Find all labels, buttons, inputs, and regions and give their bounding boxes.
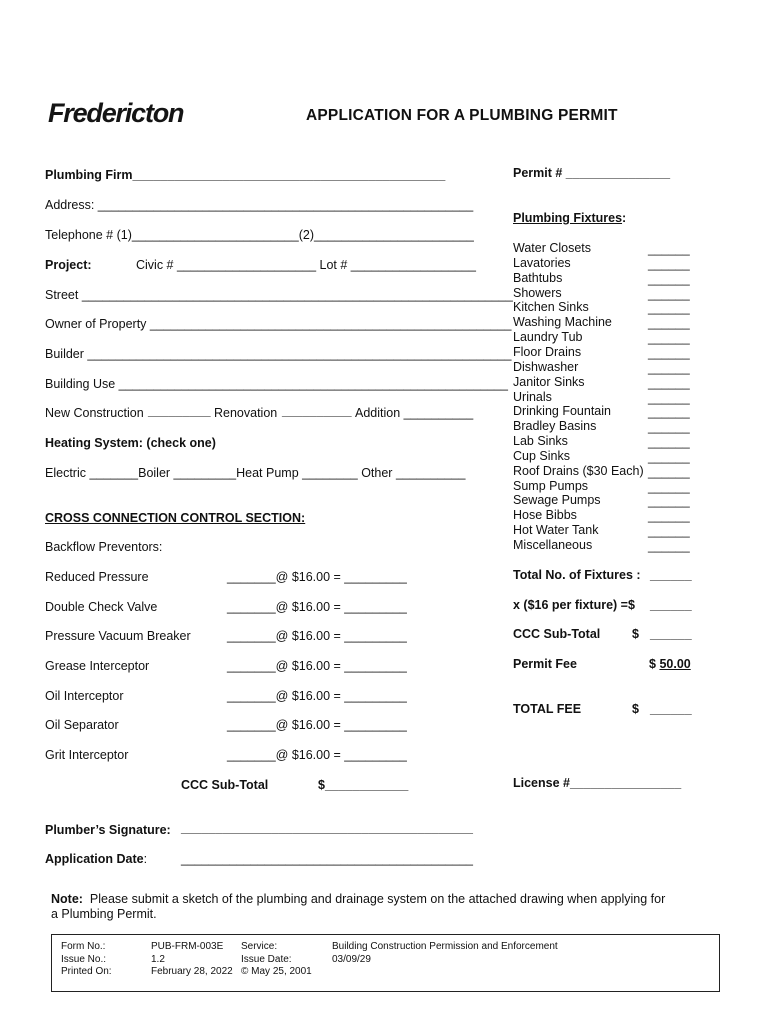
fixture-label: Hot Water Tank xyxy=(513,523,599,538)
fixture-label: Lab Sinks xyxy=(513,434,568,449)
per-fixture-blank[interactable]: ______ xyxy=(650,598,692,612)
fixture-label: Sewage Pumps xyxy=(513,493,601,508)
total-fixtures-blank[interactable]: ______ xyxy=(650,568,692,582)
fixture-label: Roof Drains ($30 Each) xyxy=(513,463,644,478)
permit-fee-label: Permit Fee xyxy=(513,657,577,671)
ccc-row-calc[interactable]: _______@ $16.00 = _________ xyxy=(227,600,407,614)
ccc-subtotal-label: CCC Sub-Total xyxy=(181,778,269,792)
fixtures-heading xyxy=(513,211,626,225)
totals-ccc-subtotal-label: CCC Sub-Total xyxy=(513,627,601,641)
fixture-count-blank[interactable]: ______ xyxy=(648,494,690,509)
note-text: Please submit a sketch of the plumbing and drainage system on the attached drawing when applying for xyxy=(89,892,666,906)
form-info-box xyxy=(51,934,720,992)
backflow-label: Backflow Preventors: xyxy=(45,540,163,554)
ccc-row-label: Grit Interceptor xyxy=(45,748,129,762)
renovation-label: Renovation xyxy=(214,406,278,420)
address-field[interactable]: Address: ______________________________________________________ xyxy=(45,198,474,212)
ccc-row-label: Double Check Valve xyxy=(45,600,158,614)
fixture-label: Drinking Fountain xyxy=(513,404,611,419)
total-fee-dollar: $ xyxy=(632,702,639,716)
fixture-count-blank[interactable]: ______ xyxy=(648,405,690,420)
fixture-count-blank[interactable]: ______ xyxy=(648,345,690,360)
note-label: Note: xyxy=(51,892,83,906)
fixture-label: Dishwasher xyxy=(513,359,579,374)
ccc-row-label: Pressure Vacuum Breaker xyxy=(45,629,191,643)
renovation-blank[interactable]: __________ xyxy=(282,404,352,418)
permit-number-field[interactable]: Permit # _______________ xyxy=(513,166,671,180)
footer-col-4 xyxy=(332,941,558,966)
ccc-heading: CROSS CONNECTION CONTROL SECTION: xyxy=(45,511,306,525)
ccc-row-label: Grease Interceptor xyxy=(45,659,150,673)
heating-system-heading: Heating System: (check one) xyxy=(45,436,216,450)
owner-field[interactable]: Owner of Property ____________________________________________________ xyxy=(45,317,512,331)
page-title: APPLICATION FOR A PLUMBING PERMIT xyxy=(306,107,618,124)
new-construction-blank[interactable]: _________ xyxy=(148,404,211,418)
footer-form-no: PUB-FRM-003E xyxy=(151,941,224,952)
fixture-label: Bathtubs xyxy=(513,270,563,285)
fixture-label: Water Closets xyxy=(513,241,592,255)
permit-fee-amount: 50.00 xyxy=(659,657,691,671)
fixture-count-blank[interactable]: ______ xyxy=(648,420,690,435)
fixture-count-blank[interactable]: ______ xyxy=(648,509,690,524)
fixture-count-blank[interactable]: ______ xyxy=(648,464,690,479)
civic-lot-field[interactable]: Civic # ____________________ Lot # __________________ xyxy=(136,258,476,272)
building-use-field[interactable]: Building Use ________________________________________________________ xyxy=(45,377,508,391)
fixture-count-blank[interactable]: ______ xyxy=(648,449,690,464)
fixture-label: Washing Machine xyxy=(513,315,612,330)
fixture-count-blank[interactable]: ______ xyxy=(648,539,690,553)
fixture-count-blank[interactable]: ______ xyxy=(648,375,690,390)
permit-fee-dollar: $ xyxy=(649,657,656,671)
fixture-count-blank[interactable]: ______ xyxy=(648,435,690,450)
footer-issue-no-label: Issue No.: xyxy=(61,953,107,965)
footer-col-3 xyxy=(241,941,312,979)
project-label: Project: xyxy=(45,258,92,272)
fixture-count-blank[interactable]: ______ xyxy=(648,286,690,301)
fixture-label: Bradley Basins xyxy=(513,419,597,434)
application-date-text: Application Date xyxy=(45,852,144,866)
telephone-field[interactable]: Telephone # (1)________________________(2)_______________________ xyxy=(45,228,474,242)
heating-options[interactable]: Electric _______Boiler _________Heat Pump ________ Other __________ xyxy=(45,466,466,480)
application-date-colon: : xyxy=(143,852,148,866)
ccc-row-calc[interactable]: _______@ $16.00 = _________ xyxy=(227,689,407,703)
fixture-label: Showers xyxy=(513,285,562,300)
fixture-count-blank[interactable]: ______ xyxy=(648,316,690,331)
application-date-line[interactable]: __________________________________________ xyxy=(181,852,473,866)
ccc-row-calc[interactable]: _______@ $16.00 = _________ xyxy=(227,629,407,643)
fixture-label: Miscellaneous xyxy=(513,538,593,552)
fixtures-heading-text: Plumbing Fixtures xyxy=(513,211,623,225)
application-date-label xyxy=(45,852,147,866)
addition-field[interactable]: Addition __________ xyxy=(355,406,474,420)
ccc-subtotal-value[interactable]: $____________ xyxy=(318,778,409,792)
note-line-2: a Plumbing Permit. xyxy=(51,907,157,921)
ccc-row-label: Reduced Pressure xyxy=(45,570,149,584)
fixture-label: Kitchen Sinks xyxy=(513,300,589,315)
total-fixtures-label: Total No. of Fixtures : xyxy=(513,568,641,582)
fixture-count-blank[interactable]: ______ xyxy=(648,242,690,256)
fixture-label: Cup Sinks xyxy=(513,448,570,463)
plumber-signature-label: Plumber’s Signature: xyxy=(45,823,171,837)
totals-ccc-blank[interactable]: ______ xyxy=(650,627,692,641)
footer-printed-on: February 28, 2022 xyxy=(151,966,233,977)
per-fixture-label: x ($16 per fixture) =$ xyxy=(513,598,635,612)
new-construction-label: New Construction xyxy=(45,406,144,420)
footer-printed-on-label: Printed On: xyxy=(61,966,112,977)
fixture-label: Laundry Tub xyxy=(513,330,583,345)
fixture-count-blank[interactable]: ______ xyxy=(648,301,690,316)
plumber-signature-line[interactable]: __________________________________________ xyxy=(181,821,473,835)
fredericton-logo: Fredericton xyxy=(48,98,184,128)
footer-service: Building Construction Permission and Enforcement xyxy=(332,941,558,952)
footer-service-label: Service: xyxy=(241,941,278,952)
ccc-row-calc[interactable]: _______@ $16.00 = _________ xyxy=(227,659,407,673)
total-fee-blank[interactable]: ______ xyxy=(650,702,692,716)
footer-issue-date: 03/09/29 xyxy=(332,953,371,965)
fixture-label: Sump Pumps xyxy=(513,478,589,493)
fixture-count-blank[interactable]: ______ xyxy=(648,360,690,375)
license-field[interactable]: License #________________ xyxy=(513,776,682,790)
permit-fee-value xyxy=(649,657,691,671)
builder-field[interactable]: Builder _____________________________________________________________ xyxy=(45,347,512,361)
fixture-count-blank[interactable]: ______ xyxy=(648,256,690,271)
fixture-label: Hose Bibbs xyxy=(513,508,577,523)
ccc-row-calc[interactable]: _______@ $16.00 = _________ xyxy=(227,718,407,732)
street-field[interactable]: Street ______________________________________________________________ xyxy=(45,288,513,302)
ccc-row-label: Oil Separator xyxy=(45,718,119,732)
note-line-1 xyxy=(51,892,665,906)
plumbing-firm-field[interactable]: Plumbing Firm_____________________________________________ xyxy=(45,168,446,182)
fixture-label: Urinals xyxy=(513,389,552,404)
ccc-row-calc[interactable]: _______@ $16.00 = _________ xyxy=(227,570,407,584)
footer-col-2 xyxy=(151,941,233,979)
fixture-count-blank[interactable]: ______ xyxy=(648,331,690,346)
fixture-count-blank[interactable]: ______ xyxy=(648,271,690,286)
total-fee-label: TOTAL FEE xyxy=(513,702,582,716)
fixture-count-blank[interactable]: ______ xyxy=(648,479,690,494)
footer-copyright: © May 25, 2001 xyxy=(241,966,312,977)
totals-ccc-dollar: $ xyxy=(632,627,639,641)
footer-col-1 xyxy=(61,941,112,979)
fixture-count-blank[interactable]: ______ xyxy=(648,390,690,405)
footer-issue-date-label: Issue Date: xyxy=(241,953,292,965)
fixtures-heading-colon: : xyxy=(622,211,627,225)
footer-form-no-label: Form No.: xyxy=(61,941,106,952)
ccc-row-label: Oil Interceptor xyxy=(45,689,124,703)
footer-issue-no: 1.2 xyxy=(151,953,165,965)
fixture-label: Floor Drains xyxy=(513,344,582,359)
fixture-label: Lavatories xyxy=(513,255,571,270)
ccc-row-calc[interactable]: _______@ $16.00 = _________ xyxy=(227,748,407,762)
fixture-count-blank[interactable]: ______ xyxy=(648,524,690,539)
fixture-label: Janitor Sinks xyxy=(513,374,585,389)
